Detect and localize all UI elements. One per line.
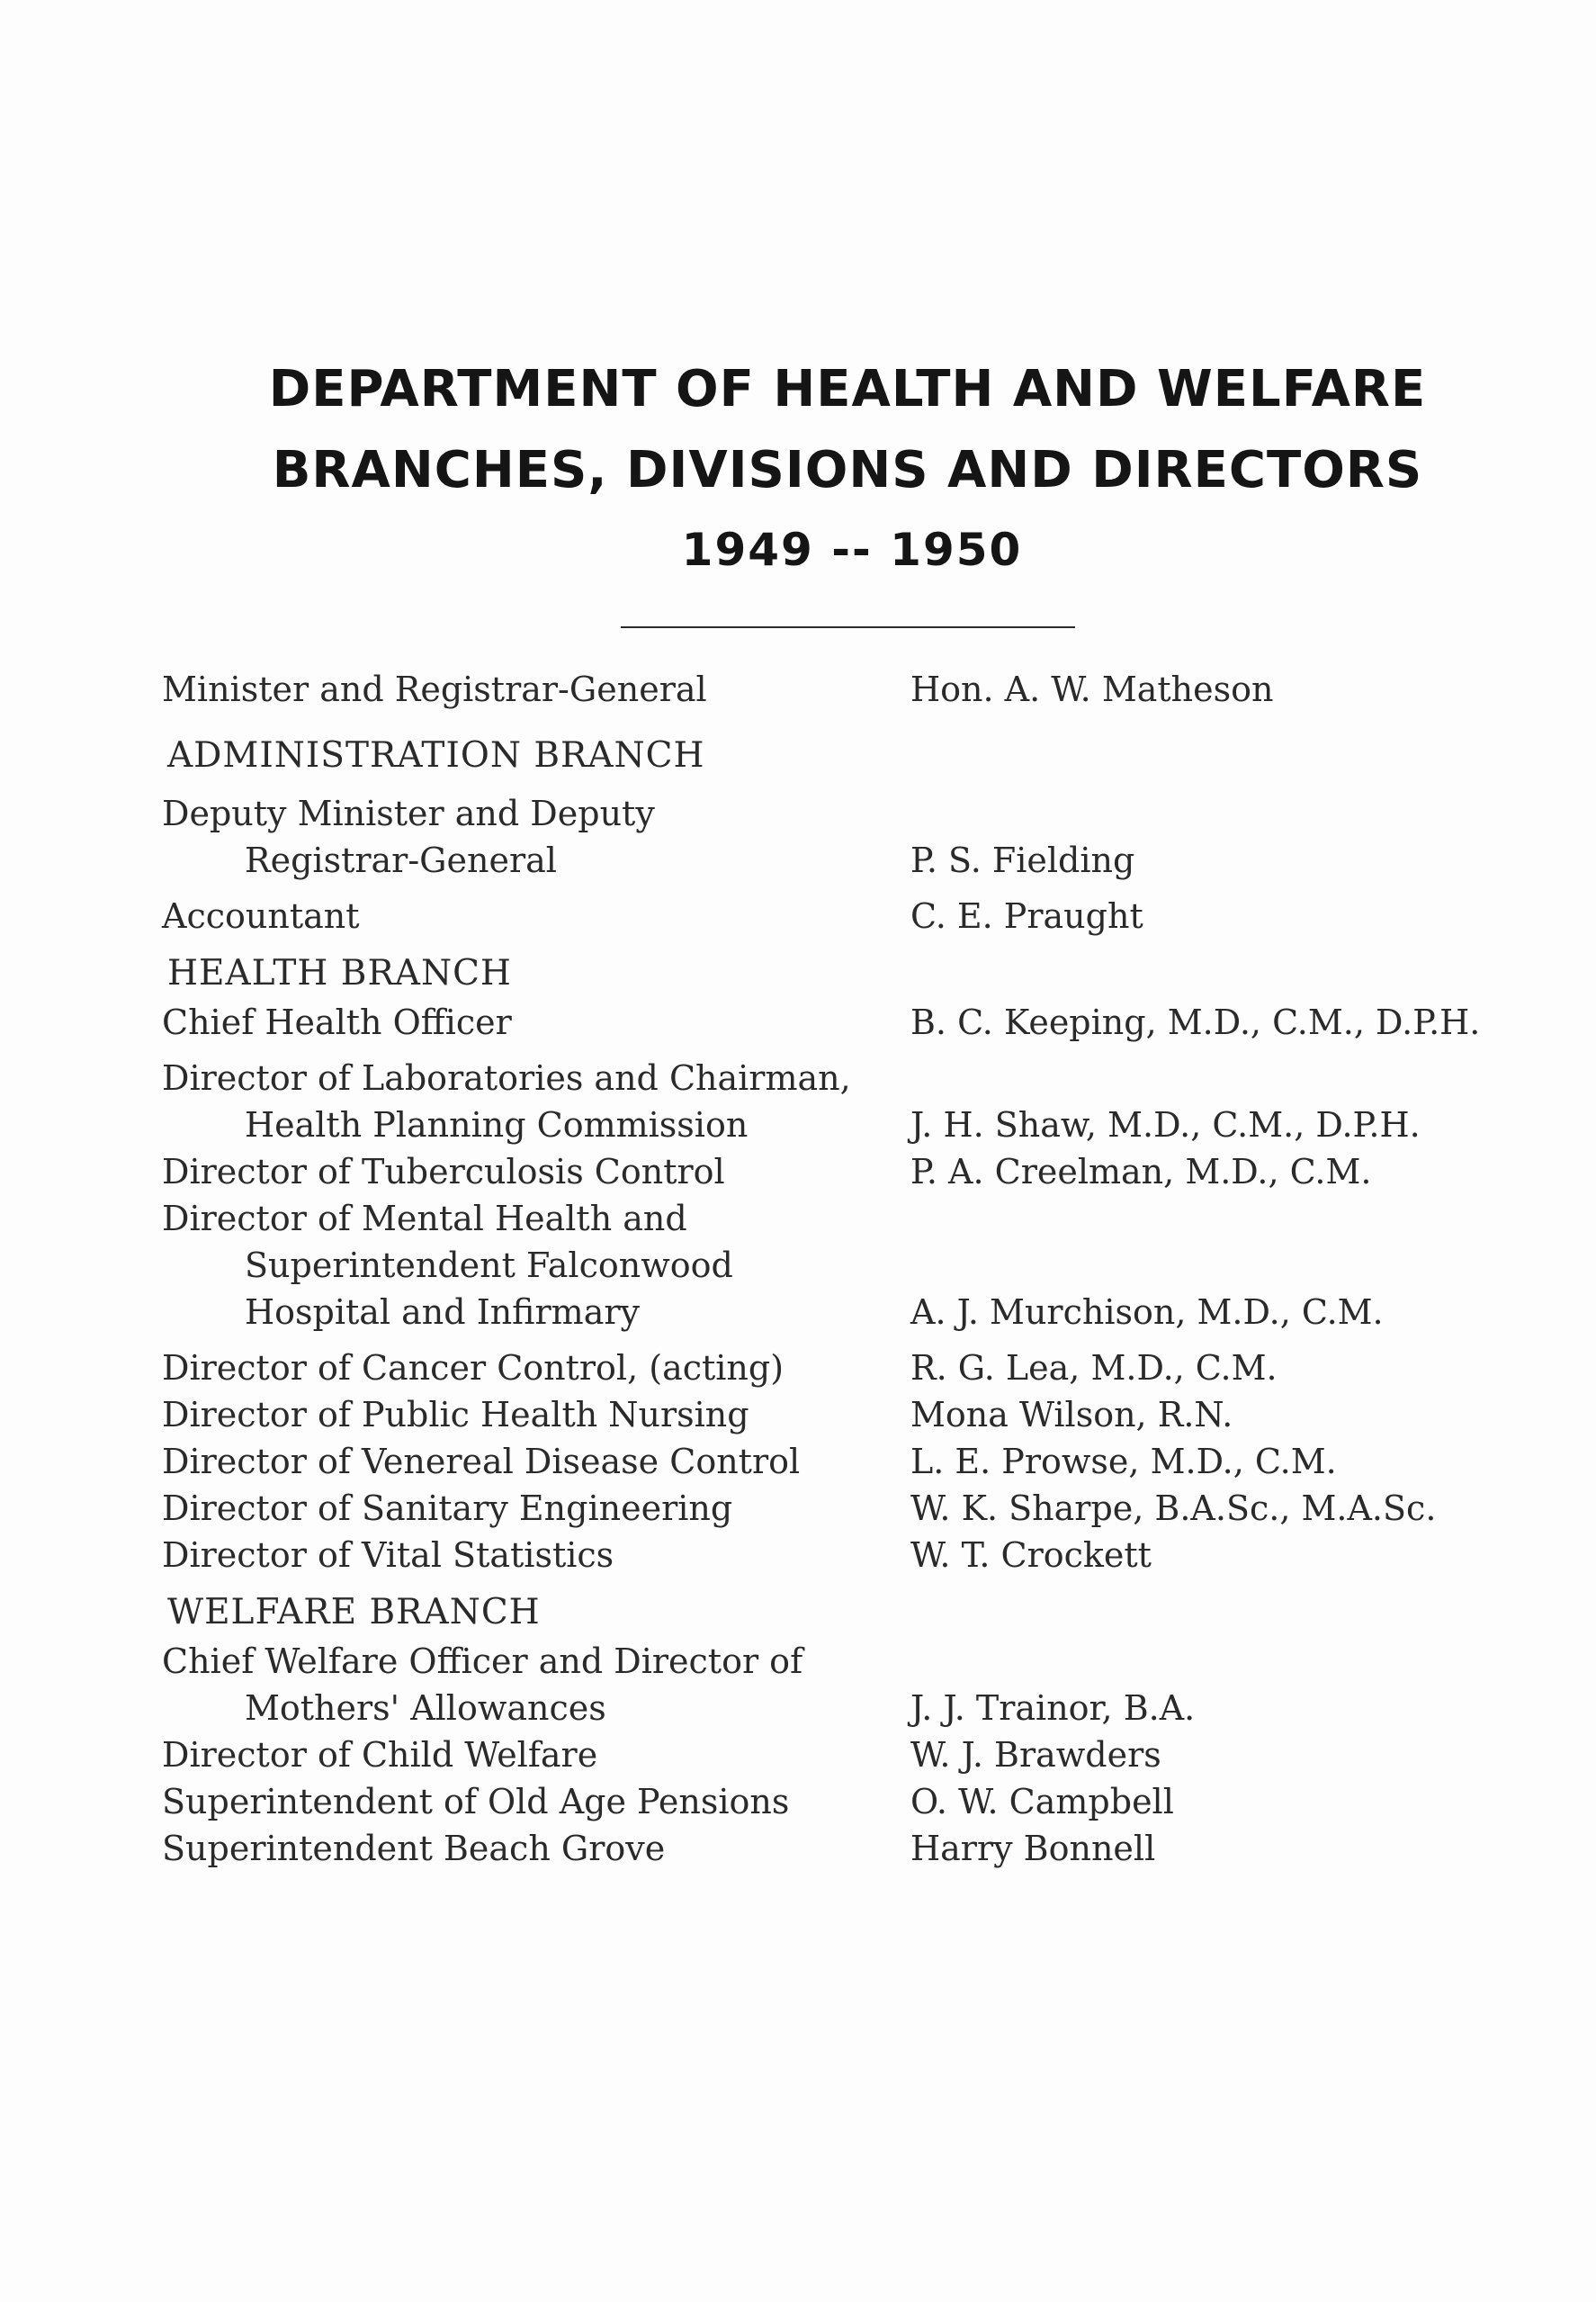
position-label: Director of Cancer Control, (acting) bbox=[162, 1348, 785, 1388]
director-name: J. H. Shaw, M.D., C.M., D.P.H. bbox=[910, 1105, 1421, 1145]
year-range: 1949 -- 1950 bbox=[681, 524, 1023, 576]
position-label: Director of Tuberculosis Control bbox=[162, 1152, 725, 1191]
director-name: W. K. Sharpe, B.A.Sc., M.A.Sc. bbox=[910, 1488, 1437, 1528]
director-name: R. G. Lea, M.D., C.M. bbox=[910, 1348, 1278, 1388]
director-name: P. S. Fielding bbox=[910, 841, 1135, 880]
branch-label: ADMINISTRATION BRANCH bbox=[167, 735, 705, 776]
director-name: Harry Bonnell bbox=[910, 1829, 1156, 1868]
position-label: Director of Sanitary Engineering bbox=[162, 1488, 733, 1528]
position-label: Chief Health Officer bbox=[162, 1003, 512, 1042]
director-name: C. E. Praught bbox=[910, 896, 1143, 936]
position-label: Minister and Registrar-General bbox=[162, 670, 707, 709]
director-name: Mona Wilson, R.N. bbox=[910, 1395, 1233, 1434]
position-label: Chief Welfare Officer and Director of bbox=[162, 1641, 803, 1681]
page-subtitle: BRANCHES, DIVISIONS AND DIRECTORS bbox=[272, 441, 1423, 499]
position-label: Superintendent Falconwood bbox=[245, 1245, 733, 1285]
position-label: Superintendent of Old Age Pensions bbox=[162, 1782, 790, 1821]
director-name: W. T. Crockett bbox=[910, 1535, 1152, 1575]
position-label: Registrar-General bbox=[245, 841, 557, 880]
position-label: Director of Venereal Disease Control bbox=[162, 1442, 801, 1481]
position-label: Director of Child Welfare bbox=[162, 1735, 598, 1775]
director-name: O. W. Campbell bbox=[910, 1782, 1174, 1821]
position-label: Director of Public Health Nursing bbox=[162, 1395, 749, 1434]
position-label: Deputy Minister and Deputy bbox=[162, 794, 655, 833]
position-label: Accountant bbox=[162, 896, 360, 936]
director-name: W. J. Brawders bbox=[910, 1735, 1161, 1775]
position-label: Director of Laboratories and Chairman, bbox=[162, 1058, 851, 1098]
page-title: DEPARTMENT OF HEALTH AND WELFARE bbox=[268, 360, 1427, 418]
position-label: Hospital and Infirmary bbox=[245, 1292, 641, 1332]
director-name: L. E. Prowse, M.D., C.M. bbox=[910, 1442, 1337, 1481]
director-name: J. J. Trainor, B.A. bbox=[910, 1688, 1196, 1728]
branch-label: HEALTH BRANCH bbox=[167, 953, 512, 994]
position-label: Health Planning Commission bbox=[245, 1105, 749, 1145]
director-name: B. C. Keeping, M.D., C.M., D.P.H. bbox=[910, 1003, 1481, 1042]
director-name: A. J. Murchison, M.D., C.M. bbox=[910, 1292, 1384, 1332]
director-name: P. A. Creelman, M.D., C.M. bbox=[910, 1152, 1372, 1191]
director-name: Hon. A. W. Matheson bbox=[910, 670, 1274, 709]
branch-label: WELFARE BRANCH bbox=[167, 1592, 541, 1632]
position-label: Superintendent Beach Grove bbox=[162, 1829, 666, 1868]
position-label: Director of Mental Health and bbox=[162, 1199, 687, 1238]
position-label: Director of Vital Statistics bbox=[162, 1535, 614, 1575]
position-label: Mothers' Allowances bbox=[245, 1688, 606, 1728]
